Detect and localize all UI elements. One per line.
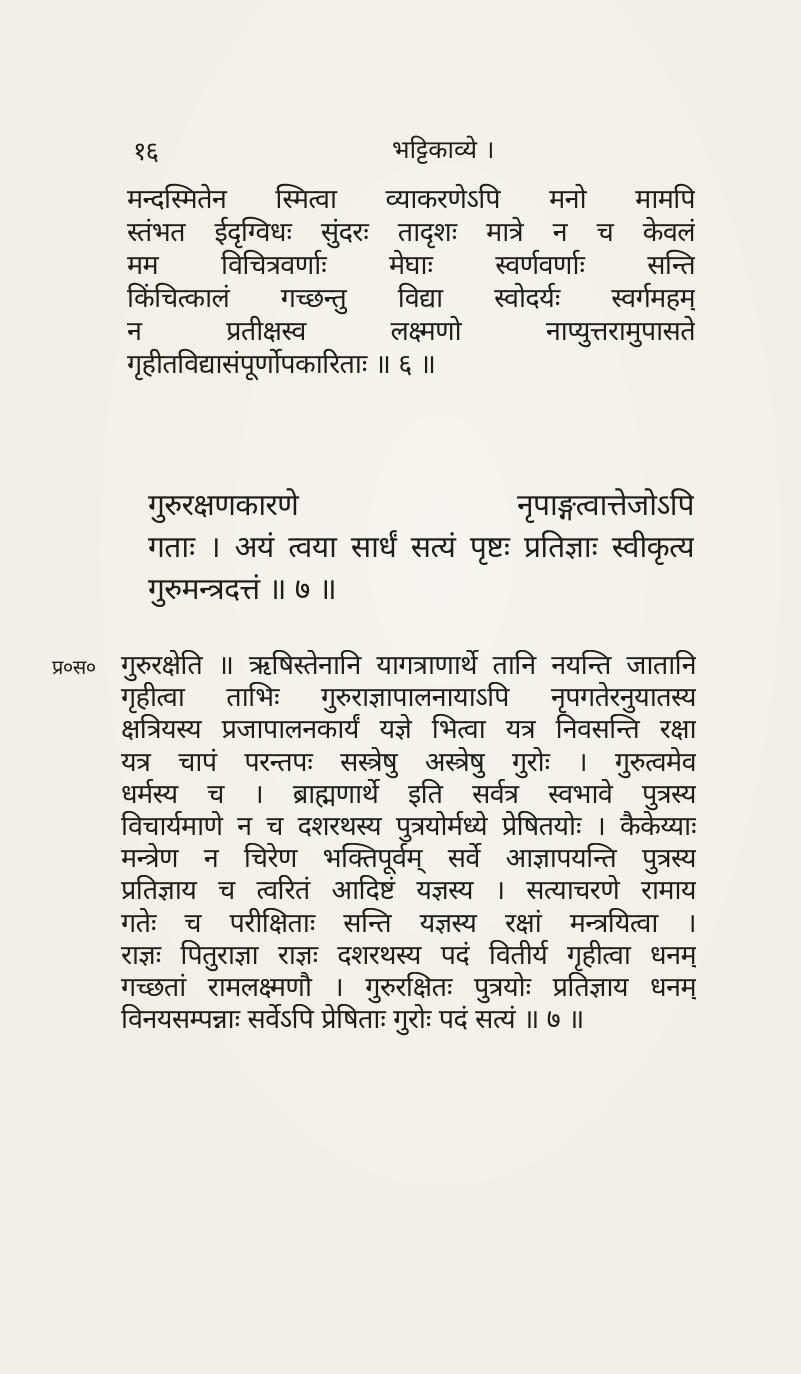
text-line: स्तंभत ईदृग्विधः सुंदरः तादृशः मात्रे न च केवलं <box>127 217 695 248</box>
margin-note: प्र०स० <box>52 655 96 679</box>
text-line: गृहीतविद्यासंपूर्णोपकारिताः ॥ ६ ॥ <box>127 349 436 380</box>
text-line: गृहीत्वा ताभिः गुरुराज्ञापालनायाऽपि नृपगतेरनुयातस्य <box>121 682 696 714</box>
running-title: भट्टिकाव्ये । <box>392 135 495 164</box>
text-line: विनयसम्पन्नाः सर्वेऽपि प्रेषिताः गुरोः पदं सत्यं ॥ ७ ॥ <box>121 1004 584 1036</box>
text-line: गतेः च परीक्षिताः सन्ति यज्ञस्य रक्षां मन्त्रयित्वा । <box>121 907 696 939</box>
text-line: विचार्यमाणे न च दशरथस्य पुत्रयोर्मध्ये प्रेषितयोः । कैकेय्याः <box>121 810 696 842</box>
page-number: १६ <box>133 137 159 167</box>
commentary-block <box>121 650 696 1036</box>
upper-commentary <box>127 183 695 381</box>
text-line: मम विचित्रवर्णाः मेघाः स्वर्णवर्णाः सन्ति <box>127 250 695 281</box>
text-line: न प्रतीक्षस्व लक्ष्मणो नाप्युत्तरामुपासते <box>127 316 695 347</box>
text-line: यत्र चापं परन्तपः सस्त्रेषु अस्त्रेषु गुरोः । गुरुत्वमेव <box>121 746 696 778</box>
text-line: प्रतिज्ञाय च त्वरितं आदिष्टं यज्ञस्य । सत्याचरणे रामाय <box>121 875 696 907</box>
verse-line: गुरुमन्त्रदत्तं ॥ ७ ॥ <box>148 572 337 607</box>
text-line: मन्त्रेण न चिरेण भक्तिपूर्वम् सर्वे आज्ञापयन्ति पुत्रस्य <box>121 843 696 875</box>
verse-line: गताः । अयं त्वया सार्धं सत्यं पृष्टः प्रतिज्ञाः स्वीकृत्य <box>148 530 694 565</box>
page-header <box>0 132 801 172</box>
text-line: धर्मस्य च । ब्राह्मणार्थे इति सर्वत्र स्वभावे पुत्रस्य <box>121 778 696 810</box>
text-line: मन्दस्मितेन स्मित्वा व्याकरणेऽपि मनो मामपि <box>127 184 695 215</box>
text-line: क्षत्रियस्य प्रजापालनकार्यं यज्ञे भित्वा यत्र निवसन्ति रक्षा <box>121 714 696 746</box>
text-line: राज्ञः पितुराज्ञा राज्ञः दशरथस्य पदं वितीर्य गृहीत्वा धनम् <box>121 939 696 971</box>
verse-block <box>148 485 694 611</box>
verse-line: गुरुरक्षणकारणे नृपाङ्गत्वात्तेजोऽपि <box>148 488 694 523</box>
text-line: किंचित्कालं गच्छन्तु विद्या स्वोदर्यः स्वर्गमहम् <box>127 283 695 314</box>
text-line: गच्छतां रामलक्ष्मणौ । गुरुरक्षितः पुत्रयोः प्रतिज्ञाय धनम् <box>121 971 696 1003</box>
text-line: गुरुरक्षेति ॥ ऋषिस्तेनानि यागत्राणार्थे तानि नयन्ति जातानि <box>121 650 696 681</box>
